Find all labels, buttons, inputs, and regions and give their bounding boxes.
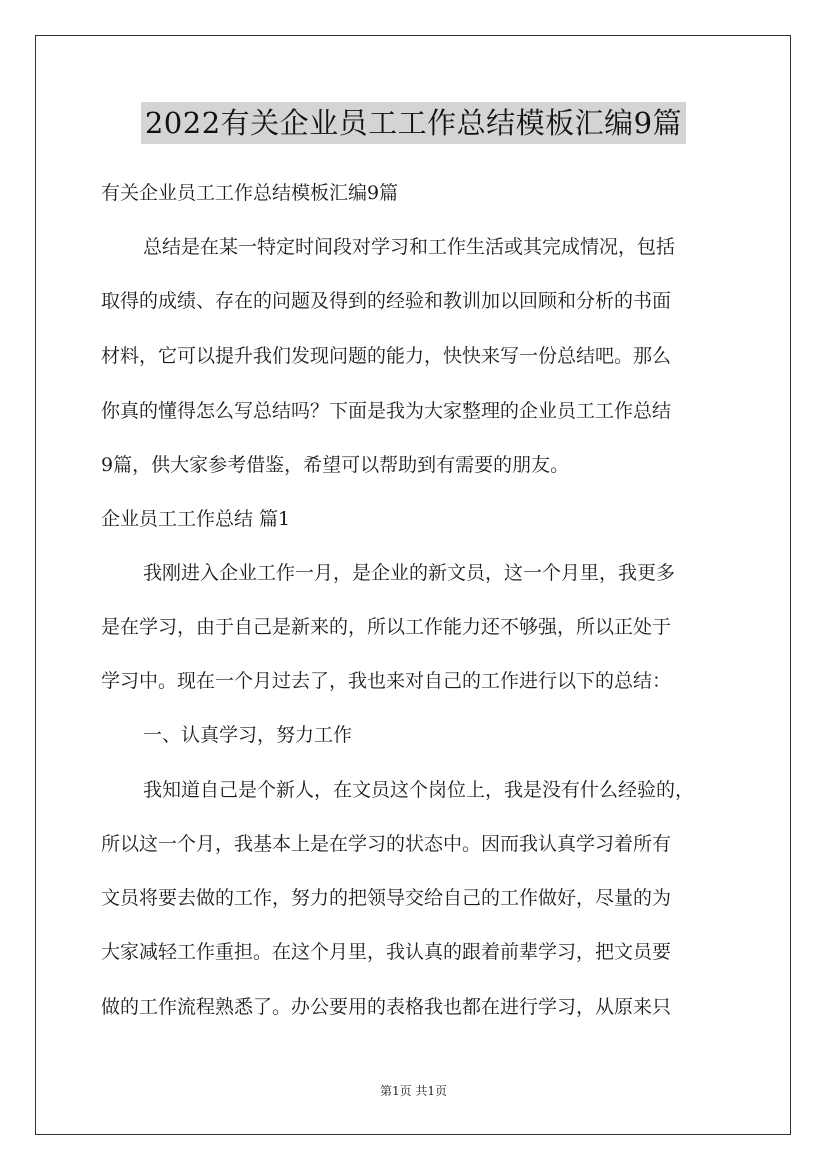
title-container xyxy=(0,102,827,144)
document-title: 2022有关企业员工工作总结模板汇编9篇 xyxy=(141,102,686,144)
text-line: 9篇，供大家参考借鉴，希望可以帮助到有需要的朋友。 xyxy=(101,454,570,476)
text-line: 企业员工工作总结 篇1 xyxy=(101,508,291,530)
text-line: 做的工作流程熟悉了。办公要用的表格我也都在进行学习，从原来只 xyxy=(101,996,672,1018)
text-line: 材料，它可以提升我们发现问题的能力，快快来写一份总结吧。那么 xyxy=(101,345,672,367)
text-line: 大家减轻工作重担。在这个月里，我认真的跟着前辈学习，把文员要 xyxy=(101,941,672,963)
text-line: 是在学习，由于自己是新来的，所以工作能力还不够强，所以正处于 xyxy=(101,616,672,638)
page-footer: 第1页 共1页 xyxy=(379,1084,448,1098)
text-line: 一、认真学习，努力工作 xyxy=(143,724,353,746)
text-line: 你真的懂得怎么写总结吗？下面是我为大家整理的企业员工工作总结 xyxy=(101,400,672,422)
text-line: 学习中。现在一个月过去了，我也来对自己的工作进行以下的总结： xyxy=(101,670,672,692)
text-line: 我知道自己是个新人，在文员这个岗位上，我是没有什么经验的， xyxy=(143,779,695,801)
text-line: 文员将要去做的工作，努力的把领导交给自己的工作做好，尽量的为 xyxy=(101,887,672,909)
text-line: 我刚进入企业工作一月，是企业的新文员，这一个月里，我更多 xyxy=(143,562,676,584)
text-line: 取得的成绩、存在的问题及得到的经验和教训加以回顾和分析的书面 xyxy=(101,290,672,312)
text-line: 总结是在某一特定时间段对学习和工作生活或其完成情况，包括 xyxy=(143,236,676,258)
text-line: 有关企业员工工作总结模板汇编9篇 xyxy=(101,182,399,204)
text-line: 所以这一个月，我基本上是在学习的状态中。因而我认真学习着所有 xyxy=(101,833,672,855)
